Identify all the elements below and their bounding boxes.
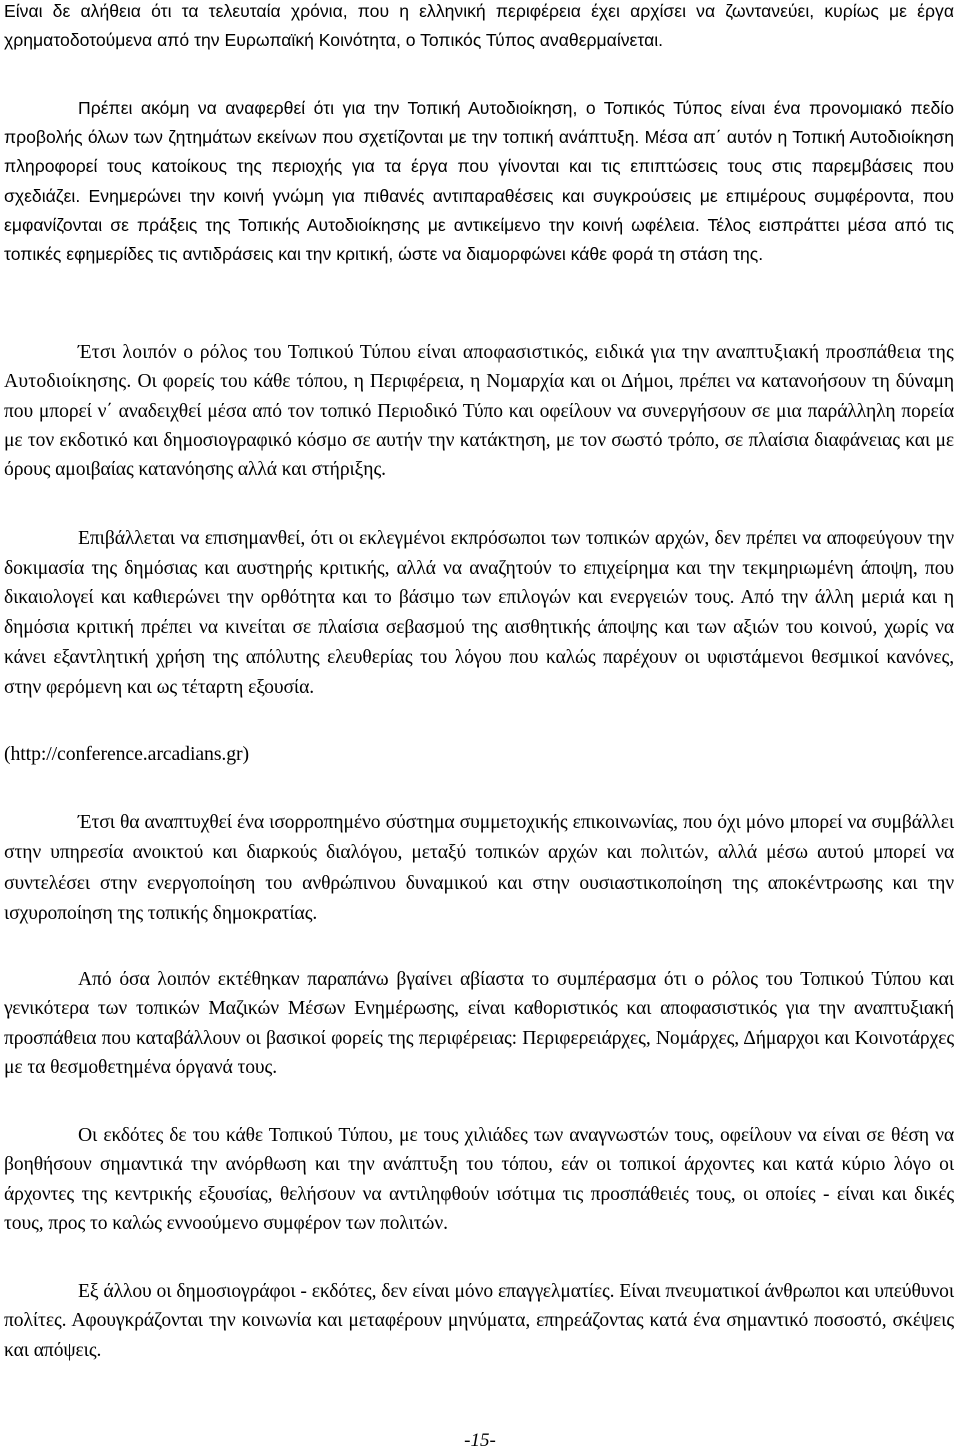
paragraph-6: Από όσα λοιπόν εκτέθηκαν παραπάνω βγαίνει αβίαστα το συμπέρασμα ότι ο ρόλος του Τοπικού Τύπου και γενικότερα των τοπικών Μαζικών Μέσων Ενημέρωσης, είναι καθοριστικός και αποφασιστικός για την αναπτυξιακή προσπάθεια που καταβάλλουν οι βασικοί φορείς της περιφέρειας: Περιφερειάρχες, Νομάρχες, Δήμαρχοι και Κοινοτάρχες με τα θεσμοθετημένα όργανά τους. bbox=[4, 969, 954, 1079]
page-number: -15- bbox=[464, 1430, 496, 1451]
paragraph-5: Έτσι θα αναπτυχθεί ένα ισορροπημένο σύστημα συμμετοχικής επικοινωνίας, που όχι μόνο μπορεί να συμβάλλει στην υπηρεσία ανοικτού και διαρκούς διαλόγου, μεταξύ τοπικών αρχών και πολιτών, αλλά μέσω αυτού μπορεί να συντελέσει στην ενεργοποίηση του ανθρώπινου δυναμικού και στην ουσιαστικοποίηση της αποκέντρωσης και την ισχυροποίηση της τοπικής δημοκρατίας. bbox=[4, 812, 954, 925]
source-citation: (http://conference.arcadians.gr) bbox=[4, 743, 250, 765]
paragraph-8: Εξ άλλου οι δημοσιογράφοι - εκδότες, δεν είναι μόνο επαγγελματίες. Είναι πνευματικοί άνθρωποι και υπεύθυνοι πολίτες. Αφουγκράζονται την κοινωνία και μεταφέρουν μηνύματα, επηρεάζοντας κατά ένα σημαντικό ποσοστό, σκέψεις και απόψεις. bbox=[4, 1281, 954, 1361]
paragraph-3-part-1: Έτσι λοιπόν ο ρόλος του Τοπικού Τύπου είναι αποφασιστικός, ειδικά για την αναπτυξιακή προσπάθεια της Αυτοδιοίκησης. bbox=[4, 342, 954, 393]
paragraph-3 bbox=[4, 338, 954, 484]
paragraph-2: Πρέπει ακόμη να αναφερθεί ότι για την Τοπική Αυτοδιοίκηση, ο Τοπικός Τύπος είναι ένα προνομιακό πεδίο προβολής όλων των ζητημάτων εκείνων που σχετίζονται με την τοπική ανάπτυξη. Μέσα απ΄ αυτόν η Τοπική Αυτοδιοίκηση πληροφορεί τους κατοίκους της περιοχής για τα έργα που γίνονται και τις επιπτώσεις τους στις παρεμβάσεις που σχεδιάζει. Ενημερώνει την κοινή γνώμη για πιθανές αντιπαραθέσεις και συγκρούσεις με επιμέρους συμφέροντα, που εμφανίζονται σε πράξεις της Τοπικής Αυτοδιοίκησης με αντικείμενο την κοινή ωφέλεια. Τέλος εισπράττει μέσα από τις τοπικές εφημερίδες τις αντιδράσεις και την κριτική, ώστε να διαμορφώνει κάθε φορά τη στάση της. bbox=[4, 98, 954, 265]
paragraph-3-part-2: Οι φορείς του κάθε τόπου, η Περιφέρεια, η Νομαρχία και οι Δήμοι, πρέπει να κατανοήσουν τη δύναμη που μπορεί ν΄ αναδειχθεί μέσα από τον τοπικό Περιοδικό Τύπο και οφείλουν να συνεργήσουν σε μια παράλληλη πορεία με τον εκδοτικό και δημοσιογραφικό κόσμο σε αυτήν την κατάκτηση, με τον σωστό τρόπο, σε πλαίσια διαφάνειας και με όρους αμοιβαίας κατανόησης αλλά και στήριξης. bbox=[4, 371, 954, 481]
paragraph-1: Είναι δε αλήθεια ότι τα τελευταία χρόνια, που η ελληνική περιφέρεια έχει αρχίσει να ζωντανεύει, κυρίως με έργα χρηματοδοτούμενα από την Ευρωπαϊκή Κοινότητα, ο Τοπικός Τύπος αναθερμαίνεται. bbox=[4, 1, 954, 51]
paragraph-4: Επιβάλλεται να επισημανθεί, ότι οι εκλεγμένοι εκπρόσωποι των τοπικών αρχών, δεν πρέπει να αποφεύγουν την δοκιμασία της δημόσιας και αυστηρής κριτικής, αλλά να αναζητούν το επιχείρημα και την τεκμηριωμένη άποψη, που δικαιολογεί και καθιερώνει την ορθότητα και το βάσιμο των επιλογών και ενεργειών τους. Από την άλλη μεριά και η δημόσια κριτική πρέπει να κινείται σε πλαίσια σεβασμού της αισθητικής άποψης και των αξιών του κοινού, χωρίς να κάνει εξαντλητική χρήση της απόλυτης ελευθερίας του λόγου που καλώς παρέχουν οι υφιστάμενοι θεσμικοί κανόνες, στην φερόμενη και ως τέταρτη εξουσία. bbox=[4, 528, 954, 698]
paragraph-7: Οι εκδότες δε του κάθε Τοπικού Τύπου, με τους χιλιάδες των αναγνωστών τους, οφείλουν να είναι σε θέση να βοηθήσουν σημαντικά την ανόρθωση και την ανάπτυξη του τόπου, εάν οι τοπικοί άρχοντες και κατά κύριο λόγο οι άρχοντες της κεντρικής εξουσίας, θελήσουν να αντιληφθούν ισότιμα τις προσπάθειές τους, οι οποίες - είναι και δικές τους, προς το καλώς εννοούμενο συμφέρον των πολιτών. bbox=[4, 1125, 954, 1235]
